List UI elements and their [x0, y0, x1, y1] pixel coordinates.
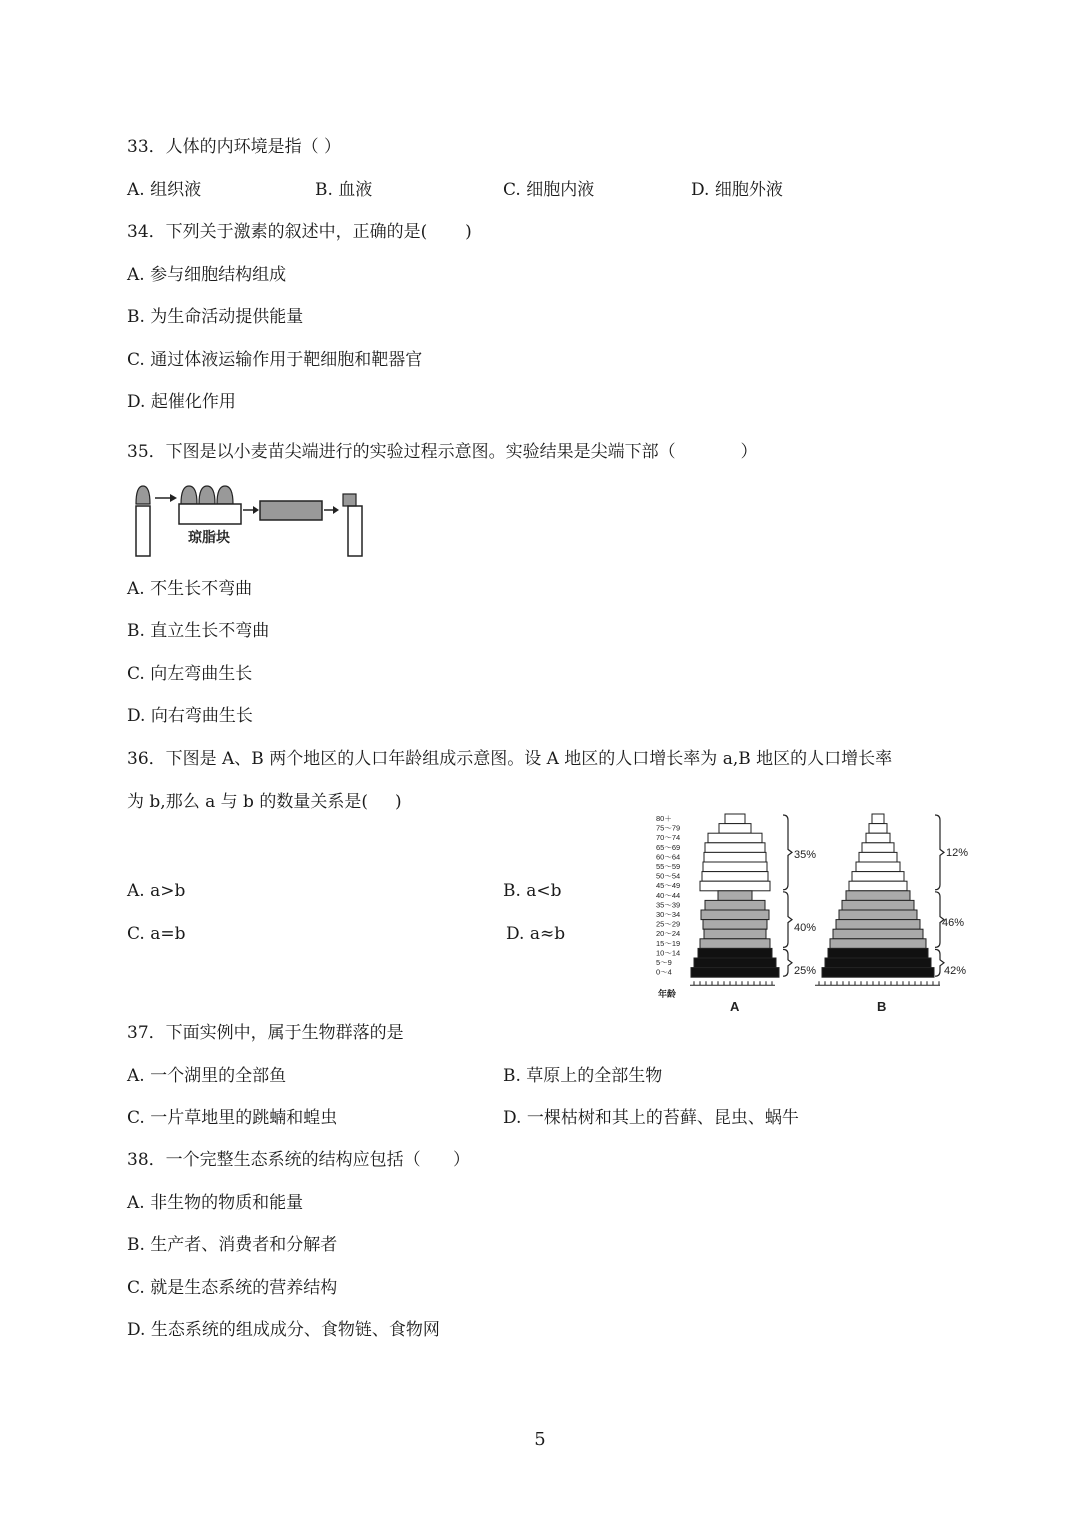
age-axis-label: 年龄: [658, 989, 677, 999]
pyramid-a-label: A: [730, 999, 740, 1014]
age-bar: [700, 939, 770, 949]
q35-option-b: B. 直立生长不弯曲: [127, 621, 270, 641]
age-bar: [822, 968, 934, 978]
bracket: [783, 949, 792, 976]
wheat-tip-experiment-figure: [125, 480, 370, 560]
age-group-label: 75～79: [656, 823, 681, 833]
age-group-label: 60～64: [656, 852, 681, 862]
pyramid-a-old-pct: 35%: [794, 849, 817, 861]
q34-option-d: D. 起催化作用: [127, 392, 236, 412]
q38-stem: 38．一个完整生态系统的结构应包括（ ）: [127, 1150, 471, 1170]
age-group-label: 40～44: [656, 890, 681, 900]
age-bar: [830, 939, 926, 949]
arrow-icon: [170, 494, 177, 502]
coleoptile-right: [348, 506, 362, 556]
agar-block-label: 琼脂块: [188, 529, 230, 545]
pyramid-a-middle-pct: 40%: [794, 922, 817, 934]
age-bar: [872, 814, 884, 824]
age-bar: [725, 814, 745, 824]
age-bar: [704, 852, 766, 862]
pyramid-b-young-pct: 42%: [944, 965, 967, 977]
q35-option-a: A. 不生长不弯曲: [127, 579, 253, 599]
q34-stem: 34．下列关于激素的叙述中，正确的是( ): [127, 222, 472, 242]
age-bar: [703, 920, 767, 930]
q38-option-d: D. 生态系统的组成成分、食物链、食物网: [127, 1320, 440, 1340]
bracket: [935, 949, 944, 976]
bracket: [783, 892, 792, 948]
age-group-label: 45～49: [656, 881, 681, 891]
age-group-label: 10～14: [656, 948, 681, 958]
q35-stem: 35．下图是以小麦苗尖端进行的实验过程示意图。实验结果是尖端下部（ ）: [127, 442, 758, 462]
coleoptile-tip: [136, 486, 150, 504]
q37-stem: 37．下面实例中，属于生物群落的是: [127, 1023, 404, 1043]
treated-agar-block: [260, 501, 322, 520]
age-group-label: 25～29: [656, 919, 681, 929]
age-bar: [702, 872, 768, 882]
age-bar: [708, 833, 762, 843]
q34-option-b: B. 为生命活动提供能量: [127, 307, 304, 327]
q36-option-b: B. a<b: [503, 881, 562, 901]
q37-option-c: C. 一片草地里的跳蝻和蝗虫: [127, 1108, 338, 1128]
coleoptile-left: [136, 506, 150, 556]
agar-block: [179, 504, 241, 524]
age-bar: [705, 843, 765, 853]
age-group-label: 50～54: [656, 871, 681, 881]
age-group-label: 15～19: [656, 938, 681, 948]
q36-stem-line2: 为 b,那么 a 与 b 的数量关系是( ): [127, 792, 402, 812]
pyramid-b-old-pct: 12%: [946, 847, 969, 859]
bracket: [935, 815, 944, 890]
pyramid-a: [691, 814, 779, 977]
bracket: [783, 815, 792, 890]
q37-option-d: D. 一棵枯树和其上的苔藓、昆虫、蜗牛: [503, 1108, 799, 1128]
q33-option-c: C. 细胞内液: [503, 180, 595, 200]
q36-stem-line1: 36．下图是 A、B 两个地区的人口年龄组成示意图。设 A 地区的人口增长率为 a,B 地区的人口增长率: [127, 749, 893, 769]
q36-option-d: D. a≈b: [506, 924, 566, 944]
age-bar: [862, 843, 894, 853]
q35-option-c: C. 向左弯曲生长: [127, 664, 253, 684]
age-group-label: 5～9: [656, 958, 672, 967]
age-group-labels: [656, 814, 680, 977]
age-group-label: 65～69: [656, 842, 681, 852]
pyramid-b-middle-pct: 46%: [942, 917, 965, 929]
pyramid-a-young-pct: 25%: [794, 965, 817, 977]
age-bar: [852, 872, 904, 882]
age-bar: [836, 920, 920, 930]
q38-option-c: C. 就是生态系统的营养结构: [127, 1278, 338, 1298]
age-bar: [828, 948, 928, 958]
age-bar: [719, 824, 751, 834]
age-pyramid-figure: [650, 808, 975, 1018]
age-bar: [869, 824, 887, 834]
q38-option-b: B. 生产者、消费者和分解者: [127, 1235, 338, 1255]
pyramid-b-label: B: [877, 999, 887, 1014]
q33-option-d: D. 细胞外液: [691, 180, 783, 200]
age-bar: [704, 929, 766, 939]
q35-option-d: D. 向右弯曲生长: [127, 706, 253, 726]
agar-cube: [343, 494, 356, 506]
age-bar: [705, 900, 765, 910]
q33-option-b: B. 血液: [315, 180, 373, 200]
q33-stem: 33．人体的内环境是指（ ）: [127, 137, 342, 157]
q34-option-c: C. 通过体液运输作用于靶细胞和靶器官: [127, 350, 423, 370]
age-bar: [701, 910, 769, 920]
age-group-label: 20～24: [656, 929, 681, 939]
age-bar: [694, 958, 776, 968]
q37-option-a: A. 一个湖里的全部鱼: [127, 1066, 287, 1086]
age-group-label: 55～59: [656, 862, 681, 871]
age-group-label: 80＋: [656, 814, 672, 823]
age-bar: [839, 910, 917, 920]
age-bar: [698, 948, 772, 958]
arrow-icon: [333, 506, 339, 514]
q37-option-b: B. 草原上的全部生物: [503, 1066, 663, 1086]
age-bar: [691, 968, 779, 978]
age-bar: [849, 881, 907, 891]
age-group-label: 70～74: [656, 833, 681, 843]
q38-option-a: A. 非生物的物质和能量: [127, 1193, 304, 1213]
age-group-label: 30～34: [656, 910, 681, 919]
age-bar: [833, 929, 923, 939]
age-bar: [825, 958, 931, 968]
arrow-icon: [253, 506, 259, 514]
q36-option-a: A. a>b: [127, 881, 186, 901]
q34-option-a: A. 参与细胞结构组成: [127, 265, 287, 285]
age-bar: [718, 891, 752, 901]
age-bar: [842, 900, 914, 910]
age-group-label: 0～4: [656, 967, 672, 977]
age-bar: [846, 891, 910, 901]
age-bar: [866, 833, 890, 843]
q36-option-c: C. a=b: [127, 924, 186, 944]
page-number: 5: [534, 1429, 546, 1450]
pyramid-b: [822, 814, 934, 977]
q33-option-a: A. 组织液: [127, 180, 202, 200]
age-bar: [700, 881, 770, 891]
age-bar: [703, 862, 767, 872]
age-bar: [859, 852, 897, 862]
age-group-label: 35～39: [656, 900, 681, 910]
age-bar: [856, 862, 900, 872]
